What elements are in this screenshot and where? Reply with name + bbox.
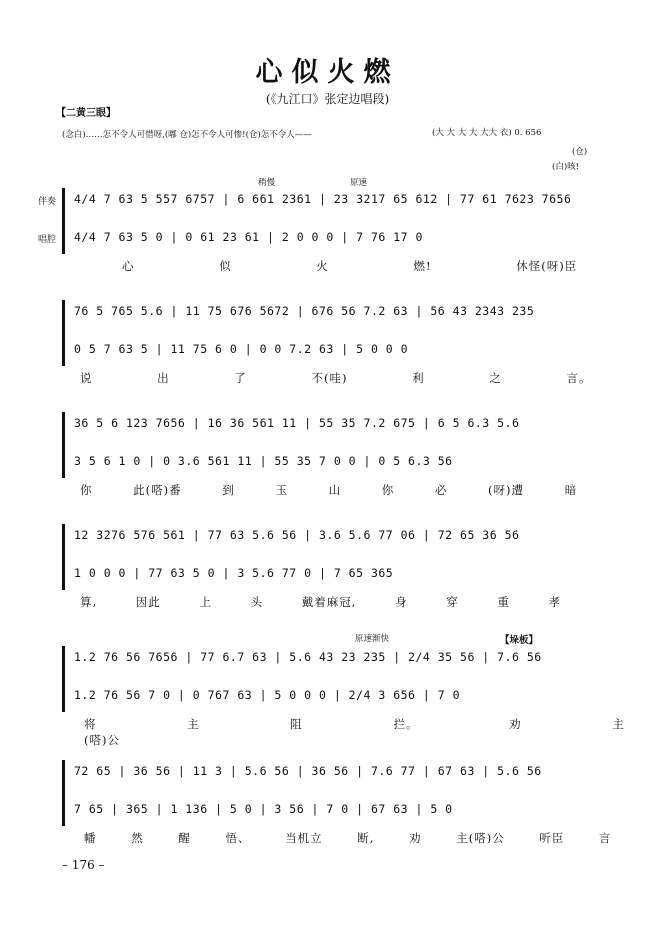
section-tag: 【二黄三眼】	[56, 108, 116, 119]
accomp-line: 36 5 6 123 7656 | 16 36 561 11 | 55 35 7.2 675 | 6 5 6.3 5.6	[74, 416, 520, 430]
vocal-line: 1 0 0 0 | 77 63 5 0 | 3 5.6 77 0 | 7 65 365	[74, 566, 394, 580]
accomp-line: 4/4 7 63 5 557 6757 | 6 661 2361 | 23 3217 65 612 | 77 61 7623 7656	[74, 192, 572, 206]
lyrics-line: 说 出 了 不(哇) 利 之 言。	[80, 371, 592, 385]
vocal-line: 1.2 76 56 7 0 | 0 767 63 | 5 0 0 0 | 2/4 3 656 | 7 0	[74, 688, 461, 702]
vocal-line: 0 5 7 63 5 | 11 75 6 0 | 0 0 7.2 63 | 5 0 0 0	[74, 342, 409, 356]
lyrics-line: 幡 然 醒 悟、 当机立 断, 劝 主(嗒)公 听臣 言	[84, 831, 612, 845]
page-subtitle: (《九江口》张定边唱段)	[265, 92, 390, 106]
vocal-line: 4/4 7 63 5 0 | 0 61 23 61 | 2 0 0 0 | 7 76 17 0	[74, 230, 423, 244]
intro-note-1: (仓)	[572, 147, 588, 157]
accomp-line: 1.2 76 56 7656 | 77 6.7 63 | 5.6 43 23 235 | 2/4 35 56 | 7.6 56	[74, 650, 542, 664]
vocal-line: 3 5 6 1 0 | 0 3.6 561 11 | 55 35 7 0 0 | 0 5 6.3 56	[74, 454, 453, 468]
vocal-line: 7 65 | 365 | 1 136 | 5 0 | 3 56 | 7 0 | 67 63 | 5 0	[74, 802, 453, 816]
tempo-mark-1: 稍慢	[258, 178, 276, 188]
accomp-line: 12 3276 576 561 | 77 63 5.6 56 | 3.6 5.6 77 06 | 72 65 36 56	[74, 528, 520, 542]
intro-note-2: (白)咳!	[552, 162, 580, 172]
vocal-label: 唱腔	[38, 235, 57, 245]
banshi-mark: 【垛板】	[500, 635, 539, 646]
accomp-line: 72 65 | 36 56 | 11 3 | 5.6 56 | 36 56 | 7.6 77 | 67 63 | 5.6 56	[74, 764, 542, 778]
page-title: 心似火燃	[255, 57, 400, 88]
tempo-mark-3: 原速渐快	[355, 634, 390, 644]
lyrics-line: 你 此(嗒)番 到 玉 山 你 必 (呀)遭 暗	[80, 483, 578, 497]
accomp-label: 伴奏	[38, 197, 57, 207]
lyrics-line: 将 主 阻 拦。 劝 主(嗒)公	[84, 717, 625, 747]
intro-right: (大 大 大 大 大大 衣) 0. 656	[432, 128, 542, 138]
lyrics-line: 心 似 火 燃! 休怪(呀)臣	[122, 259, 578, 273]
page-number: – 176 –	[62, 858, 105, 872]
tempo-mark-2: 原速	[350, 178, 368, 188]
lyrics-line: 算, 因此 上 头 戴着麻冠, 身 穿 重 孝	[80, 595, 562, 609]
accomp-line: 76 5 765 5.6 | 11 75 676 5672 | 676 56 7.2 63 | 56 43 2343 235	[74, 304, 535, 318]
intro-text: (念白)……怎不令人可惜呀,(嘟 仓)怎不令人可惨!(仓)怎不令人——	[62, 130, 312, 140]
